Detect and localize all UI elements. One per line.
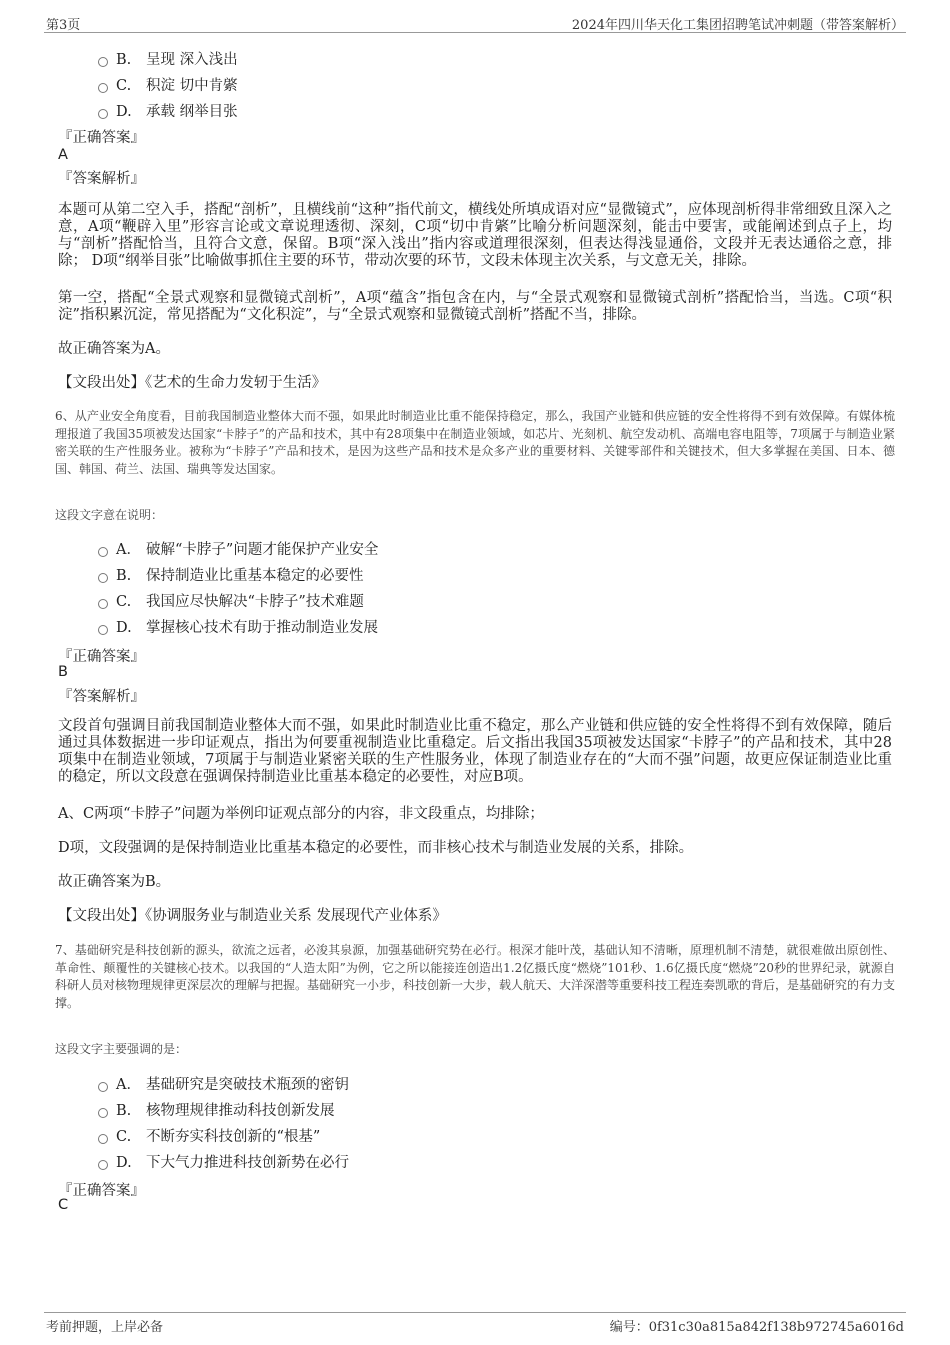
analysis-paragraph: D项，文段强调的是保持制造业比重基本稳定的必要性，而非核心技术与制造业发展的关系，排除。 [58, 840, 694, 856]
radio-icon[interactable] [98, 109, 108, 119]
answer-value: A [58, 147, 68, 163]
q6-option-c[interactable]: C. 我国应尽快解决“卡脖子”技术难题 [98, 590, 364, 611]
analysis-paragraph: 文段首句强调目前我国制造业整体大而不强，如果此时制造业比重不稳定，那么产业链和供应链的安全性将得不到有效保障，随后通过具体数据进一步印证观点，指出为何要重视制造业比重稳定。后文指出我国35项被发达国家“卡脖子”的产品和技术，其中28项集中在制造业领域，7项属于与制造业紧密关联的生产性服务业，体现了制造业存在的“大而不强”问题，故更应保证制造业比重的稳定，所以文段意在强调保持制造业比重基本稳定的必要性，对应B项。 [58, 718, 892, 785]
radio-icon[interactable] [98, 625, 108, 635]
answer-label: 『正确答案』 [58, 649, 145, 665]
answer-label: 『正确答案』 [58, 130, 145, 146]
source-citation: 【文段出处】《协调服务业与制造业关系 发展现代产业体系》 [58, 908, 447, 924]
document-code: 编号：0f31c30a815a842f138b972745a6016d [609, 1320, 904, 1335]
q6-option-a[interactable]: A． 破解“卡脖子”问题才能保护产业安全 [98, 538, 378, 559]
radio-icon[interactable] [98, 599, 108, 609]
q7-option-a[interactable]: A． 基础研究是突破技术瓶颈的密钥 [98, 1073, 349, 1094]
q5-option-d[interactable]: D. 承载 纲举目张 [98, 100, 238, 121]
q5-option-c[interactable]: C. 积淀 切中肯綮 [98, 74, 238, 95]
q6-option-b[interactable]: B. 保持制造业比重基本稳定的必要性 [98, 564, 364, 585]
page-number: 第3页 [46, 18, 81, 33]
question-prompt: 这段文字意在说明： [55, 508, 164, 522]
radio-icon[interactable] [98, 83, 108, 93]
q7-option-b[interactable]: B. 核物理规律推动科技创新发展 [98, 1099, 335, 1120]
page-header [44, 14, 906, 33]
radio-icon[interactable] [98, 1082, 108, 1092]
footer-slogan: 考前押题，上岸必备 [46, 1320, 164, 1335]
analysis-paragraph: 本题可从第二空入手，搭配“剖析”，且横线前“这种”指代前文，横线处所填成语对应“显微镜式”，应体现剖析得非常细致且深入之意，A项“鞭辟入里”形容言论或文章说理透彻、深刻，C项“切中肯綮”比喻分析问题深刻，能击中要害，或能阐述到点子上，均与“剖析”搭配恰当，且符合文意，保留。B项“深入浅出”指内容或道理很深刻，但表达得浅显通俗，文段并无表达通俗之意，排除； D项“纲举目张”比喻做事抓住主要的环节，带动次要的环节，文段未体现主次关系，与文意无关，排除。 [58, 202, 892, 269]
document-title: 2024年四川华天化工集团招聘笔试冲刺题（带答案解析） [571, 18, 904, 33]
page-footer [44, 1312, 906, 1333]
question-stem: 7、基础研究是科技创新的源头，欲流之远者，必浚其泉源，加强基础研究势在必行。根深才能叶茂，基础认知不清晰，原理机制不清楚，就很难做出原创性、革命性、颠覆性的关键核心技术。以我国的“人造太阳”为例，它之所以能接连创造出1.2亿摄氏度“燃烧”101秒、1.6亿摄氏度“燃烧”20秒的世界纪录，就源自科研人员对核物理规律更深层次的理解与把握。基础研究一小步，科技创新一大步，载人航天、大洋深潜等重要科技工程连奏凯歌的背后，是基础研究的有力支撑。 [55, 943, 896, 1010]
q7-option-d[interactable]: D. 下大气力推进科技创新势在必行 [98, 1151, 349, 1172]
radio-icon[interactable] [98, 547, 108, 557]
analysis-label: 『答案解析』 [58, 171, 145, 187]
source-citation: 【文段出处】《艺术的生命力发轫于生活》 [58, 375, 327, 391]
answer-value: C [58, 1197, 69, 1213]
q7-option-c[interactable]: C. 不断夯实科技创新的“根基” [98, 1125, 320, 1146]
answer-label: 『正确答案』 [58, 1183, 145, 1199]
radio-icon[interactable] [98, 1160, 108, 1170]
radio-icon[interactable] [98, 1108, 108, 1118]
analysis-conclusion: 故正确答案为A。 [58, 341, 170, 357]
question-stem: 6、从产业安全角度看，目前我国制造业整体大而不强，如果此时制造业比重不能保持稳定，那么，我国产业链和供应链的安全性将得不到有效保障。有媒体梳理报道了我国35项被发达国家“卡脖子”的产品和技术，其中有28项集中在制造业领域，如芯片、光刻机、航空发动机、高端电容电阻等，7项属于与制造业紧密关联的生产性服务业。被称为“卡脖子”产品和技术，是因为这些产品和技术是众多产业的重要材料、关键零部件和关键技术，但大多掌握在美国、日本、德国、韩国、荷兰、法国、瑞典等发达国家。 [55, 409, 895, 476]
question-prompt: 这段文字主要强调的是： [55, 1042, 188, 1056]
analysis-paragraph: A、C两项“卡脖子”问题为举例印证观点部分的内容，非文段重点，均排除； [58, 806, 544, 822]
answer-value: B [58, 664, 68, 680]
q5-option-b[interactable]: B. 呈现 深入浅出 [98, 48, 238, 69]
analysis-label: 『答案解析』 [58, 689, 145, 705]
analysis-conclusion: 故正确答案为B。 [58, 874, 171, 890]
analysis-paragraph: 第一空，搭配“全景式观察和显微镜式剖析”，A项“蕴含”指包含在内，与“全景式观察和显微镜式剖析”搭配恰当，当选。C项“积淀”指积累沉淀，常见搭配为“文化积淀”，与“全景式观察和显微镜式剖析”搭配不当，排除。 [58, 290, 892, 323]
radio-icon[interactable] [98, 573, 108, 583]
q6-option-d[interactable]: D. 掌握核心技术有助于推动制造业发展 [98, 616, 378, 637]
radio-icon[interactable] [98, 57, 108, 67]
radio-icon[interactable] [98, 1134, 108, 1144]
